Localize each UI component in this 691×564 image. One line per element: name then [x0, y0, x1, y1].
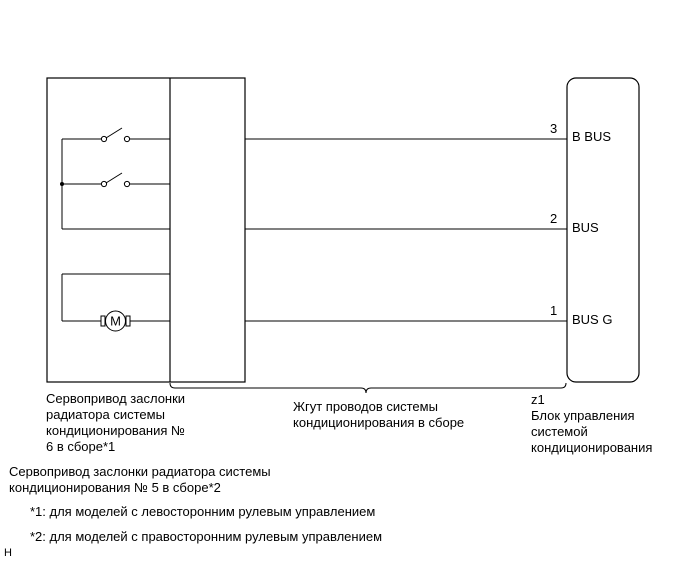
- pin-number-2: 2: [550, 211, 558, 226]
- motor-symbol: M: [110, 313, 121, 329]
- pin-number-3: 3: [550, 121, 558, 136]
- ac-unit-label: Блок управления системой кондиционирования: [531, 408, 653, 455]
- servo-no5-label: Сервопривод заслонки радиатора системы кондиционирования № 5 в сборе*2: [9, 464, 271, 495]
- connector-id: z1: [531, 392, 545, 407]
- pin-name-b-bus: B BUS: [572, 129, 612, 144]
- servo-no6-label: Сервопривод заслонки радиатора системы кондиционирования № 6 в сборе*1: [46, 391, 186, 454]
- harness-wires: [245, 139, 567, 321]
- pin-name-bus-g: BUS G: [572, 312, 613, 327]
- harness-label: Жгут проводов системы кондиционирования в сборе: [293, 399, 465, 430]
- switch-circuit: [62, 128, 170, 229]
- servo-assembly-box: [47, 78, 245, 382]
- pin-name-bus: BUS: [572, 220, 599, 235]
- corner-mark: H: [4, 547, 12, 559]
- note-1: *1: для моделей с левосторонним рулевым управлением: [30, 504, 376, 519]
- junction-dot: [60, 182, 64, 186]
- note-2: *2: для моделей с правосторонним рулевым управлением: [30, 529, 383, 544]
- harness-bracket: [170, 383, 566, 393]
- pin-number-1: 1: [550, 303, 558, 318]
